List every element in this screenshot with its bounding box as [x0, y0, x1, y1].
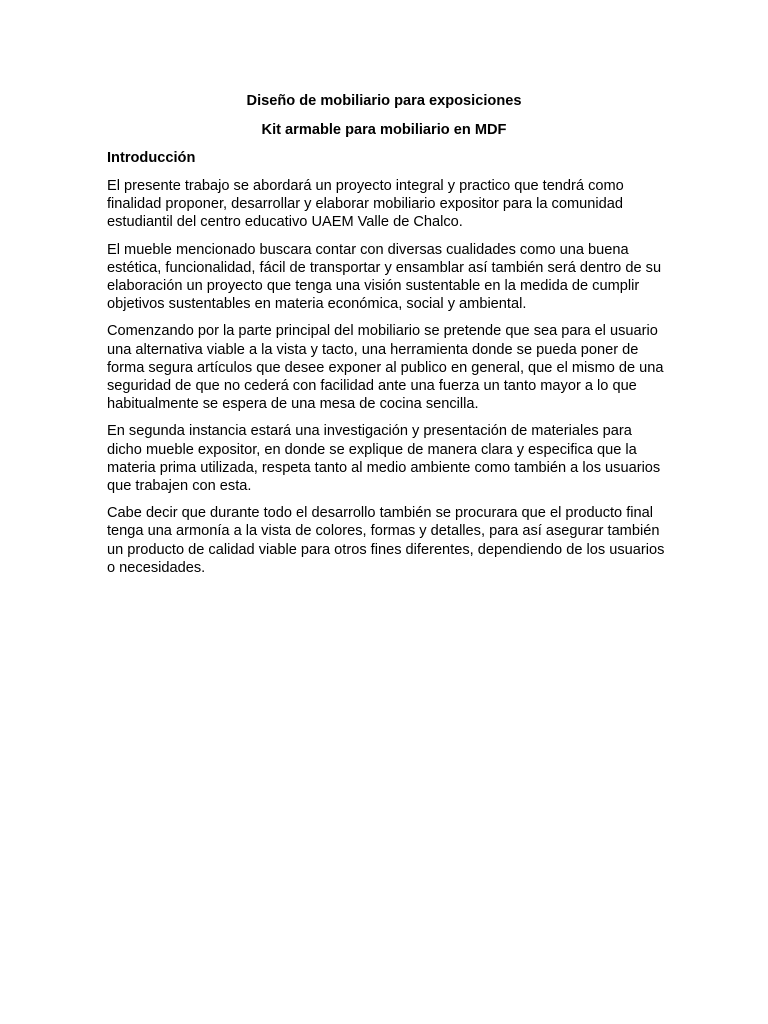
- paragraph: El mueble mencionado buscara contar con diversas cualidades como una buena estética, funcionalidad, fácil de transportar y ensamblar así también será dentro de su elaboración un proyecto que tenga una visión sustentable en la medida de cumplir objetivos sustentables en materia económica, social y ambiental.: [107, 241, 662, 313]
- document-body: [107, 177, 667, 586]
- paragraph: Cabe decir que durante todo el desarrollo también se procurara que el producto final tenga una armonía a la vista de colores, formas y detalles, para así asegurar también un producto de calidad viable para otros fines diferentes, dependiendo de los usuarios o necesidades.: [107, 505, 665, 576]
- document-title: Diseño de mobiliario para exposiciones: [246, 93, 522, 109]
- paragraph: En segunda instancia estará una investigación y presentación de materiales para dicho mueble expositor, en donde se explique de manera clara y especifica que la materia prima utilizada, respeta tanto al medio ambiente como también a los usuarios que trabajen con esta.: [107, 423, 661, 495]
- document-subtitle: Kit armable para mobiliario en MDF: [261, 122, 507, 138]
- paragraph: Comenzando por la parte principal del mobiliario se pretende que sea para el usuario una alternativa viable a la vista y tacto, una herramienta donde se pueda poner de forma segura artículos que desee exponer al publico en general, que el mismo de una seguridad de que no cederá con facilidad ante una fuerza un tanto mayor a lo que habitualmente se espera de una mesa de cocina sencilla.: [107, 323, 664, 413]
- section-heading: Introducción: [107, 150, 196, 166]
- paragraph: El presente trabajo se abordará un proyecto integral y practico que tendrá como finalidad proponer, desarrollar y elaborar mobiliario expositor para la comunidad estudiantil del centro educativo UAEM Valle de Chalco.: [107, 178, 624, 231]
